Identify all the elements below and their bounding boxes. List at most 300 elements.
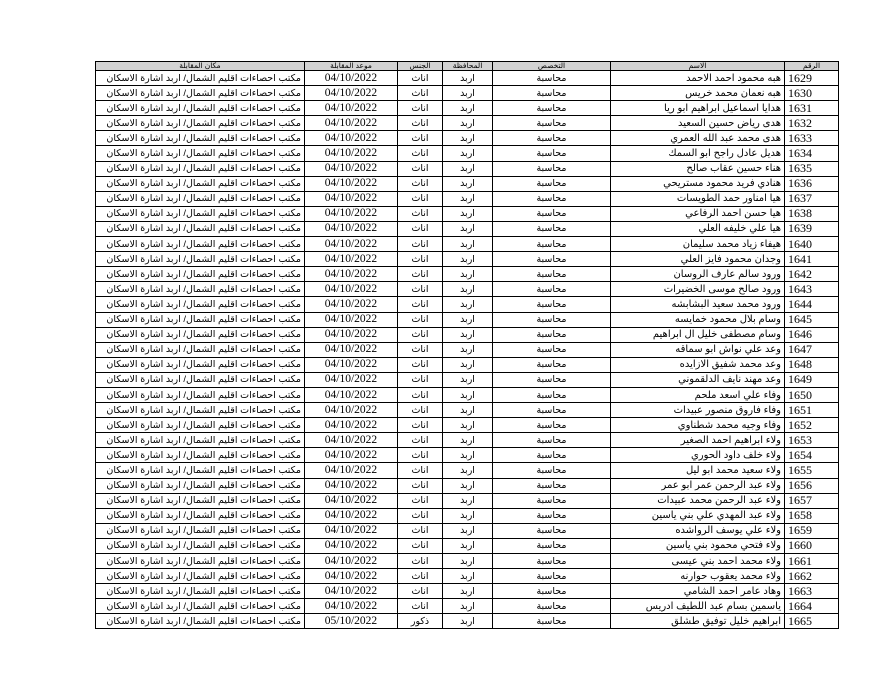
specialty-cell: محاسبة [493, 86, 611, 101]
specialty-cell: محاسبة [493, 418, 611, 433]
interview-date: 04/10/2022 [305, 523, 398, 538]
table-row [96, 237, 839, 252]
specialty-cell: محاسبة [493, 71, 611, 86]
candidate-name: وفاء فاروق منصور عبيدات [611, 403, 785, 418]
gender-cell: اناث [398, 418, 443, 433]
governorate-cell: اربد [443, 176, 493, 191]
candidate-name: ولاء محمد احمد بني عيسى [611, 554, 785, 569]
interview-date: 04/10/2022 [305, 569, 398, 584]
candidate-name: هدى رياض حسين السعيد [611, 116, 785, 131]
specialty-cell: محاسبة [493, 599, 611, 614]
table-row [96, 614, 839, 629]
row-number: 1634 [785, 146, 839, 161]
specialty-cell: محاسبة [493, 569, 611, 584]
interview-place: مكتب احصاءات اقليم الشمال/ اربد اشارة الاسكان [96, 508, 305, 523]
specialty-cell: محاسبة [493, 146, 611, 161]
governorate-cell: اربد [443, 161, 493, 176]
interview-place: مكتب احصاءات اقليم الشمال/ اربد اشارة الاسكان [96, 569, 305, 584]
interview-place: مكتب احصاءات اقليم الشمال/ اربد اشارة الاسكان [96, 554, 305, 569]
candidate-name: ولاء فتحي محمود بني ياسين [611, 538, 785, 553]
row-number: 1663 [785, 584, 839, 599]
table-row [96, 493, 839, 508]
governorate-cell: اربد [443, 86, 493, 101]
specialty-cell: محاسبة [493, 312, 611, 327]
governorate-cell: اربد [443, 191, 493, 206]
table-row [96, 523, 839, 538]
specialty-cell: محاسبة [493, 237, 611, 252]
candidate-name: وفاء علي اسعد ملحم [611, 387, 785, 402]
row-number: 1651 [785, 403, 839, 418]
governorate-cell: اربد [443, 146, 493, 161]
interview-place: مكتب احصاءات اقليم الشمال/ اربد اشارة الاسكان [96, 357, 305, 372]
table-row [96, 86, 839, 101]
table-row [96, 71, 839, 86]
gender-cell: اناث [398, 448, 443, 463]
interview-date: 04/10/2022 [305, 357, 398, 372]
table-row [96, 554, 839, 569]
table-row [96, 191, 839, 206]
governorate-cell: اربد [443, 554, 493, 569]
governorate-cell: اربد [443, 403, 493, 418]
candidate-name: وسام مصطفى خليل ال ابراهيم [611, 327, 785, 342]
gender-cell: اناث [398, 387, 443, 402]
row-number: 1630 [785, 86, 839, 101]
interview-place: مكتب احصاءات اقليم الشمال/ اربد اشارة الاسكان [96, 116, 305, 131]
row-number: 1653 [785, 433, 839, 448]
row-number: 1658 [785, 508, 839, 523]
row-number: 1639 [785, 221, 839, 236]
interview-place: مكتب احصاءات اقليم الشمال/ اربد اشارة الاسكان [96, 342, 305, 357]
candidate-name: ولاء سعيد محمد ابو ليل [611, 463, 785, 478]
governorate-cell: اربد [443, 463, 493, 478]
specialty-cell: محاسبة [493, 116, 611, 131]
governorate-cell: اربد [443, 342, 493, 357]
gender-cell: اناث [398, 267, 443, 282]
specialty-cell: محاسبة [493, 267, 611, 282]
table-row [96, 252, 839, 267]
table-row [96, 116, 839, 131]
specialty-cell: محاسبة [493, 131, 611, 146]
governorate-cell: اربد [443, 237, 493, 252]
row-number: 1646 [785, 327, 839, 342]
interview-date: 04/10/2022 [305, 282, 398, 297]
interview-date: 04/10/2022 [305, 372, 398, 387]
gender-cell: اناث [398, 357, 443, 372]
table-row [96, 161, 839, 176]
specialty-cell: محاسبة [493, 614, 611, 629]
table-row [96, 342, 839, 357]
table-row [96, 418, 839, 433]
interview-place: مكتب احصاءات اقليم الشمال/ اربد اشارة الاسكان [96, 71, 305, 86]
specialty-cell: محاسبة [493, 478, 611, 493]
interview-date: 04/10/2022 [305, 463, 398, 478]
interview-place: مكتب احصاءات اقليم الشمال/ اربد اشارة الاسكان [96, 614, 305, 629]
governorate-cell: اربد [443, 493, 493, 508]
governorate-cell: اربد [443, 614, 493, 629]
specialty-cell: محاسبة [493, 403, 611, 418]
governorate-cell: اربد [443, 116, 493, 131]
table-row [96, 433, 839, 448]
gender-cell: اناث [398, 221, 443, 236]
interview-place: مكتب احصاءات اقليم الشمال/ اربد اشارة الاسكان [96, 372, 305, 387]
gender-cell: اناث [398, 523, 443, 538]
interview-place: مكتب احصاءات اقليم الشمال/ اربد اشارة الاسكان [96, 538, 305, 553]
header-number: الرقم [785, 62, 839, 71]
interview-date: 04/10/2022 [305, 327, 398, 342]
specialty-cell: محاسبة [493, 282, 611, 297]
interview-place: مكتب احصاءات اقليم الشمال/ اربد اشارة الاسكان [96, 86, 305, 101]
interview-date: 04/10/2022 [305, 418, 398, 433]
governorate-cell: اربد [443, 508, 493, 523]
gender-cell: اناث [398, 86, 443, 101]
interview-date: 04/10/2022 [305, 237, 398, 252]
table-row [96, 206, 839, 221]
header-place: مكان المقابلة [96, 62, 305, 71]
specialty-cell: محاسبة [493, 508, 611, 523]
interview-place: مكتب احصاءات اقليم الشمال/ اربد اشارة الاسكان [96, 433, 305, 448]
row-number: 1638 [785, 206, 839, 221]
governorate-cell: اربد [443, 221, 493, 236]
candidate-name: وجدان محمود فايز العلي [611, 252, 785, 267]
gender-cell: اناث [398, 252, 443, 267]
gender-cell: اناث [398, 584, 443, 599]
header-name: الاسم [611, 62, 785, 71]
row-number: 1633 [785, 131, 839, 146]
governorate-cell: اربد [443, 101, 493, 116]
table-row [96, 387, 839, 402]
gender-cell: اناث [398, 403, 443, 418]
interview-date: 04/10/2022 [305, 493, 398, 508]
interview-place: مكتب احصاءات اقليم الشمال/ اربد اشارة الاسكان [96, 101, 305, 116]
gender-cell: اناث [398, 131, 443, 146]
candidate-name: ابراهيم خليل توفيق طشلق [611, 614, 785, 629]
candidate-name: هناء حسين عقاب صالح [611, 161, 785, 176]
gender-cell: اناث [398, 463, 443, 478]
interview-date: 04/10/2022 [305, 584, 398, 599]
gender-cell: اناث [398, 206, 443, 221]
row-number: 1662 [785, 569, 839, 584]
interview-place: مكتب احصاءات اقليم الشمال/ اربد اشارة الاسكان [96, 463, 305, 478]
governorate-cell: اربد [443, 71, 493, 86]
interview-date: 05/10/2022 [305, 614, 398, 629]
row-number: 1643 [785, 282, 839, 297]
interview-place: مكتب احصاءات اقليم الشمال/ اربد اشارة الاسكان [96, 191, 305, 206]
specialty-cell: محاسبة [493, 357, 611, 372]
table-row [96, 448, 839, 463]
row-number: 1641 [785, 252, 839, 267]
gender-cell: اناث [398, 327, 443, 342]
specialty-cell: محاسبة [493, 387, 611, 402]
interview-place: مكتب احصاءات اقليم الشمال/ اربد اشارة الاسكان [96, 206, 305, 221]
governorate-cell: اربد [443, 267, 493, 282]
governorate-cell: اربد [443, 433, 493, 448]
governorate-cell: اربد [443, 478, 493, 493]
gender-cell: اناث [398, 569, 443, 584]
specialty-cell: محاسبة [493, 523, 611, 538]
table-row [96, 312, 839, 327]
candidate-name: هيا حسن احمد الرفاعي [611, 206, 785, 221]
interview-place: مكتب احصاءات اقليم الشمال/ اربد اشارة الاسكان [96, 387, 305, 402]
interview-place: مكتب احصاءات اقليم الشمال/ اربد اشارة الاسكان [96, 221, 305, 236]
governorate-cell: اربد [443, 523, 493, 538]
governorate-cell: اربد [443, 599, 493, 614]
header-specialty: التخصص [493, 62, 611, 71]
candidate-name: هبه محمود احمد الاحمد [611, 71, 785, 86]
table-row [96, 131, 839, 146]
table-row [96, 297, 839, 312]
governorate-cell: اربد [443, 372, 493, 387]
row-number: 1642 [785, 267, 839, 282]
gender-cell: اناث [398, 237, 443, 252]
specialty-cell: محاسبة [493, 101, 611, 116]
candidate-name: ياسمين بسام عبد اللطيف ادريس [611, 599, 785, 614]
interview-date: 04/10/2022 [305, 221, 398, 236]
table-row [96, 327, 839, 342]
governorate-cell: اربد [443, 448, 493, 463]
table-row [96, 101, 839, 116]
table-row [96, 584, 839, 599]
gender-cell: اناث [398, 297, 443, 312]
interview-date: 04/10/2022 [305, 297, 398, 312]
row-number: 1636 [785, 176, 839, 191]
gender-cell: اناث [398, 191, 443, 206]
gender-cell: اناث [398, 433, 443, 448]
candidate-name: هدايا اسماعيل ابراهيم ابو ريا [611, 101, 785, 116]
candidate-name: هبه نعمان محمد خريس [611, 86, 785, 101]
governorate-cell: اربد [443, 327, 493, 342]
interview-date: 04/10/2022 [305, 86, 398, 101]
governorate-cell: اربد [443, 206, 493, 221]
gender-cell: اناث [398, 71, 443, 86]
table-row [96, 372, 839, 387]
interview-place: مكتب احصاءات اقليم الشمال/ اربد اشارة الاسكان [96, 523, 305, 538]
row-number: 1661 [785, 554, 839, 569]
interview-place: مكتب احصاءات اقليم الشمال/ اربد اشارة الاسكان [96, 146, 305, 161]
table-row [96, 357, 839, 372]
row-number: 1664 [785, 599, 839, 614]
interview-place: مكتب احصاءات اقليم الشمال/ اربد اشارة الاسكان [96, 599, 305, 614]
candidate-name: هديل عادل راجح ابو السمك [611, 146, 785, 161]
table-row [96, 463, 839, 478]
row-number: 1648 [785, 357, 839, 372]
table-header-row [96, 62, 839, 71]
interview-place: مكتب احصاءات اقليم الشمال/ اربد اشارة الاسكان [96, 448, 305, 463]
table-row [96, 176, 839, 191]
interview-date: 04/10/2022 [305, 161, 398, 176]
candidate-name: وسام بلال محمود خمايسه [611, 312, 785, 327]
specialty-cell: محاسبة [493, 176, 611, 191]
interview-place: مكتب احصاءات اقليم الشمال/ اربد اشارة الاسكان [96, 252, 305, 267]
specialty-cell: محاسبة [493, 297, 611, 312]
interview-date: 04/10/2022 [305, 599, 398, 614]
interview-place: مكتب احصاءات اقليم الشمال/ اربد اشارة الاسكان [96, 312, 305, 327]
interview-place: مكتب احصاءات اقليم الشمال/ اربد اشارة الاسكان [96, 161, 305, 176]
row-number: 1660 [785, 538, 839, 553]
row-number: 1632 [785, 116, 839, 131]
interview-date: 04/10/2022 [305, 191, 398, 206]
candidate-name: هيا امناور حمد الطويسات [611, 191, 785, 206]
gender-cell: اناث [398, 538, 443, 553]
interview-place: مكتب احصاءات اقليم الشمال/ اربد اشارة الاسكان [96, 493, 305, 508]
header-governorate: المحافظة [443, 62, 493, 71]
gender-cell: اناث [398, 312, 443, 327]
interview-date: 04/10/2022 [305, 71, 398, 86]
specialty-cell: محاسبة [493, 538, 611, 553]
candidate-name: وفاء وجيه محمد شطناوي [611, 418, 785, 433]
governorate-cell: اربد [443, 387, 493, 402]
gender-cell: اناث [398, 493, 443, 508]
interview-place: مكتب احصاءات اقليم الشمال/ اربد اشارة الاسكان [96, 403, 305, 418]
row-number: 1644 [785, 297, 839, 312]
row-number: 1656 [785, 478, 839, 493]
gender-cell: اناث [398, 161, 443, 176]
interview-date: 04/10/2022 [305, 433, 398, 448]
table-row [96, 478, 839, 493]
gender-cell: اناث [398, 599, 443, 614]
interview-place: مكتب احصاءات اقليم الشمال/ اربد اشارة الاسكان [96, 327, 305, 342]
interview-date: 04/10/2022 [305, 206, 398, 221]
specialty-cell: محاسبة [493, 554, 611, 569]
row-number: 1655 [785, 463, 839, 478]
row-number: 1635 [785, 161, 839, 176]
table-row [96, 146, 839, 161]
table-row [96, 267, 839, 282]
interview-date: 04/10/2022 [305, 554, 398, 569]
candidate-name: هدى محمد عبد الله العمري [611, 131, 785, 146]
interview-date: 04/10/2022 [305, 312, 398, 327]
specialty-cell: محاسبة [493, 342, 611, 357]
governorate-cell: اربد [443, 357, 493, 372]
candidate-name: ولاء عبد المهدي علي بني ياسين [611, 508, 785, 523]
row-number: 1650 [785, 387, 839, 402]
table-row [96, 403, 839, 418]
interview-date: 04/10/2022 [305, 448, 398, 463]
interview-place: مكتب احصاءات اقليم الشمال/ اربد اشارة الاسكان [96, 297, 305, 312]
governorate-cell: اربد [443, 252, 493, 267]
candidates-table [95, 61, 839, 629]
specialty-cell: محاسبة [493, 252, 611, 267]
candidate-name: ولاء علي يوسف الرواشده [611, 523, 785, 538]
table-row [96, 599, 839, 614]
interview-date: 04/10/2022 [305, 252, 398, 267]
specialty-cell: محاسبة [493, 161, 611, 176]
row-number: 1631 [785, 101, 839, 116]
specialty-cell: محاسبة [493, 493, 611, 508]
row-number: 1659 [785, 523, 839, 538]
gender-cell: اناث [398, 146, 443, 161]
row-number: 1637 [785, 191, 839, 206]
candidate-name: وهاد عامر احمد الشامي [611, 584, 785, 599]
candidate-name: وعد علي نواش ابو سماقه [611, 342, 785, 357]
row-number: 1647 [785, 342, 839, 357]
gender-cell: ذكور [398, 614, 443, 629]
specialty-cell: محاسبة [493, 372, 611, 387]
candidate-name: ولاء عبد الرحمن محمد عبيدات [611, 493, 785, 508]
interview-place: مكتب احصاءات اقليم الشمال/ اربد اشارة الاسكان [96, 131, 305, 146]
table-row [96, 538, 839, 553]
row-number: 1645 [785, 312, 839, 327]
specialty-cell: محاسبة [493, 448, 611, 463]
row-number: 1629 [785, 71, 839, 86]
specialty-cell: محاسبة [493, 191, 611, 206]
interview-date: 04/10/2022 [305, 478, 398, 493]
interview-place: مكتب احصاءات اقليم الشمال/ اربد اشارة الاسكان [96, 478, 305, 493]
gender-cell: اناث [398, 342, 443, 357]
candidate-name: وعد محمد شفيق الازايده [611, 357, 785, 372]
table-row [96, 221, 839, 236]
interview-date: 04/10/2022 [305, 387, 398, 402]
row-number: 1640 [785, 237, 839, 252]
governorate-cell: اربد [443, 312, 493, 327]
specialty-cell: محاسبة [493, 206, 611, 221]
row-number: 1657 [785, 493, 839, 508]
interview-place: مكتب احصاءات اقليم الشمال/ اربد اشارة الاسكان [96, 267, 305, 282]
governorate-cell: اربد [443, 418, 493, 433]
candidate-name: ورود صالح موسى الخضيرات [611, 282, 785, 297]
candidate-name: هيفاء زياد محمد سليمان [611, 237, 785, 252]
governorate-cell: اربد [443, 297, 493, 312]
candidate-name: ولاء محمد يعقوب حوارنه [611, 569, 785, 584]
interview-place: مكتب احصاءات اقليم الشمال/ اربد اشارة الاسكان [96, 282, 305, 297]
row-number: 1654 [785, 448, 839, 463]
interview-date: 04/10/2022 [305, 116, 398, 131]
specialty-cell: محاسبة [493, 433, 611, 448]
interview-date: 04/10/2022 [305, 267, 398, 282]
gender-cell: اناث [398, 508, 443, 523]
interview-date: 04/10/2022 [305, 403, 398, 418]
interview-date: 04/10/2022 [305, 538, 398, 553]
candidate-name: ولاء خلف داود الحوري [611, 448, 785, 463]
specialty-cell: محاسبة [493, 463, 611, 478]
header-gender: الجنس [398, 62, 443, 71]
row-number: 1649 [785, 372, 839, 387]
governorate-cell: اربد [443, 282, 493, 297]
candidate-name: هيا علي خليفه العلي [611, 221, 785, 236]
interview-place: مكتب احصاءات اقليم الشمال/ اربد اشارة الاسكان [96, 176, 305, 191]
interview-place: مكتب احصاءات اقليم الشمال/ اربد اشارة الاسكان [96, 584, 305, 599]
gender-cell: اناث [398, 372, 443, 387]
candidate-name: ورود محمد سعيد البشابشه [611, 297, 785, 312]
gender-cell: اناث [398, 116, 443, 131]
gender-cell: اناث [398, 478, 443, 493]
governorate-cell: اربد [443, 131, 493, 146]
interview-date: 04/10/2022 [305, 342, 398, 357]
specialty-cell: محاسبة [493, 584, 611, 599]
gender-cell: اناث [398, 176, 443, 191]
row-number: 1665 [785, 614, 839, 629]
specialty-cell: محاسبة [493, 221, 611, 236]
governorate-cell: اربد [443, 569, 493, 584]
gender-cell: اناث [398, 282, 443, 297]
governorate-cell: اربد [443, 538, 493, 553]
interview-place: مكتب احصاءات اقليم الشمال/ اربد اشارة الاسكان [96, 418, 305, 433]
table-row [96, 508, 839, 523]
header-date: موعد المقابلة [305, 62, 398, 71]
table-row [96, 282, 839, 297]
candidate-name: هنادي فريد محمود مستريحي [611, 176, 785, 191]
interview-date: 04/10/2022 [305, 146, 398, 161]
row-number: 1652 [785, 418, 839, 433]
interview-place: مكتب احصاءات اقليم الشمال/ اربد اشارة الاسكان [96, 237, 305, 252]
interview-schedule-sheet [95, 61, 838, 629]
candidate-name: ولاء ابراهيم احمد الصغير [611, 433, 785, 448]
gender-cell: اناث [398, 554, 443, 569]
interview-date: 04/10/2022 [305, 508, 398, 523]
gender-cell: اناث [398, 101, 443, 116]
governorate-cell: اربد [443, 584, 493, 599]
table-row [96, 569, 839, 584]
candidate-name: ورود سالم عارف الروسان [611, 267, 785, 282]
